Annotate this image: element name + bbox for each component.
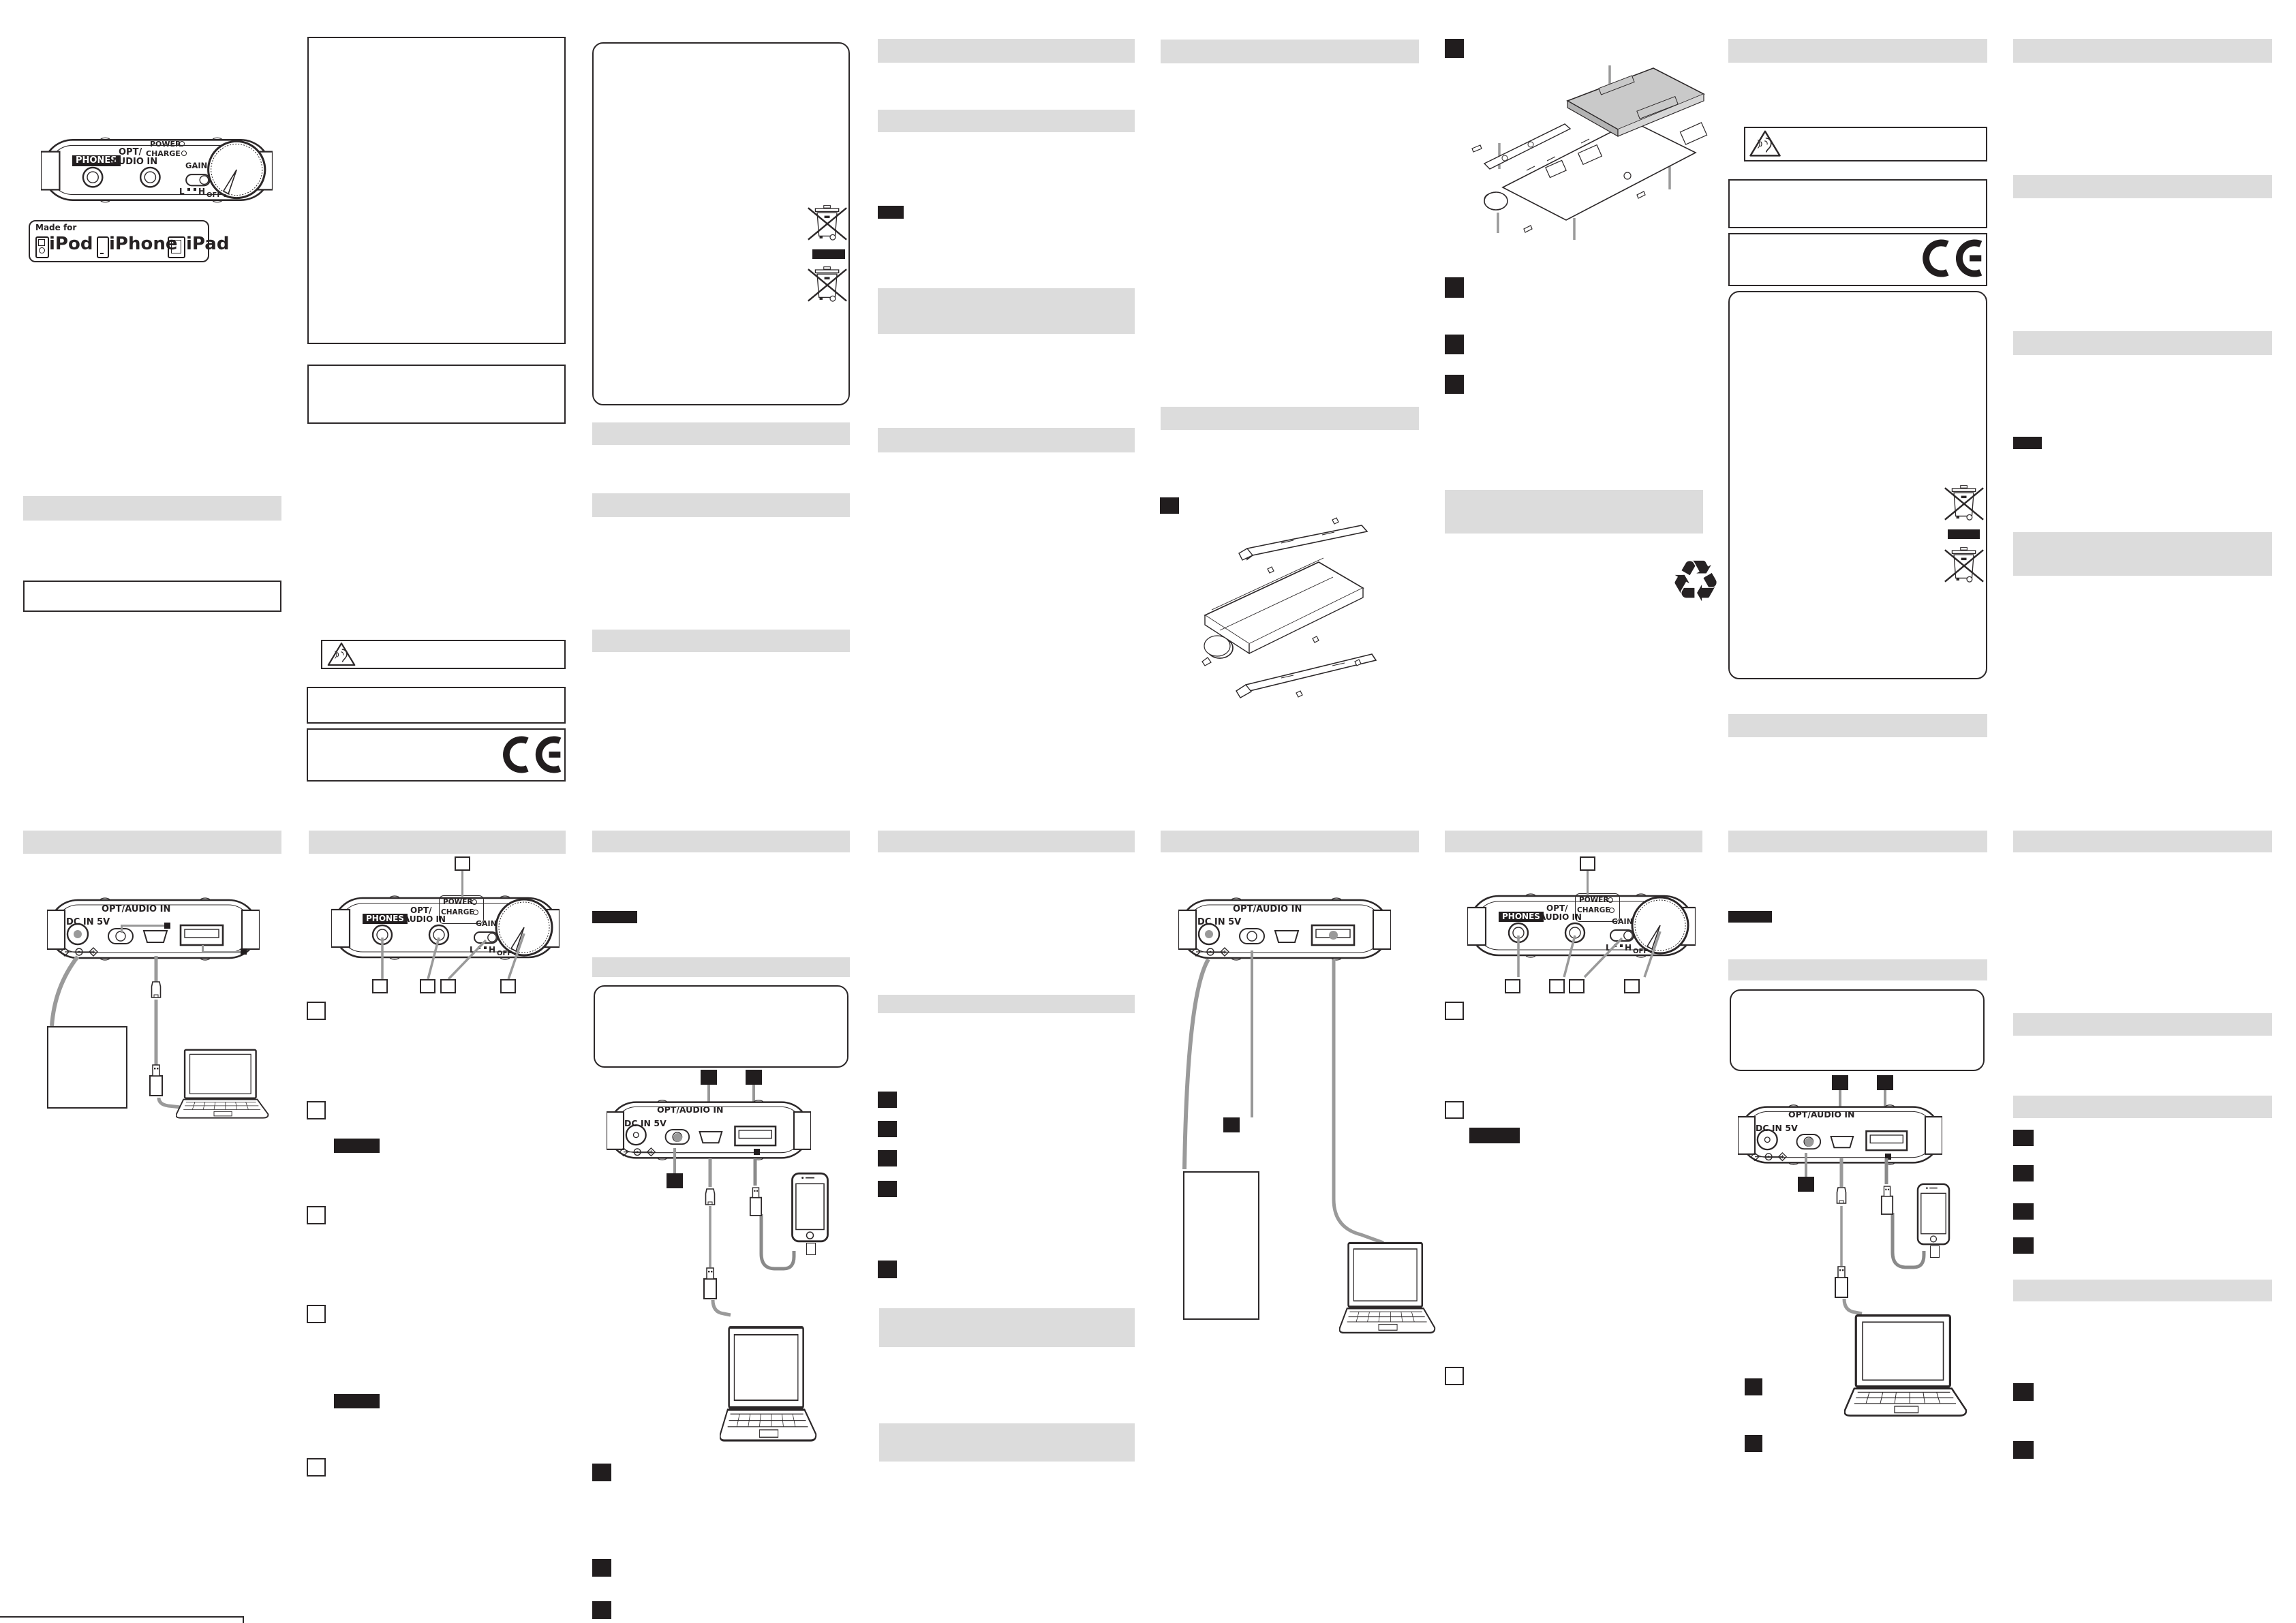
smartphone-illustration	[1916, 1183, 1950, 1246]
redacted-heading-bar	[1161, 407, 1419, 430]
callout-number-box	[1505, 979, 1520, 993]
redacted-heading-bar	[1728, 959, 1987, 980]
dc-plug-dot	[74, 930, 82, 938]
opt-label-line1: OPT/	[119, 147, 142, 157]
gain-high-label: H	[198, 187, 206, 196]
step-number-square	[1160, 497, 1179, 514]
recycle-icon: ♻	[1670, 548, 1721, 615]
callout-number-box	[440, 979, 456, 993]
list-marker-square	[307, 1206, 326, 1224]
redacted-heading-bar	[2013, 1280, 2272, 1301]
callout-number-box	[372, 979, 388, 993]
note-box	[1730, 989, 1985, 1071]
gain-label: GAIN	[1612, 917, 1633, 926]
made-for-badge	[29, 220, 230, 262]
redacted-heading-bar	[592, 831, 850, 852]
callout-marker	[241, 948, 247, 955]
gain-high-label: H	[1625, 943, 1632, 953]
step-number-square	[592, 1601, 611, 1619]
opt-audio-in-label: OPT/AUDIO IN	[102, 904, 171, 914]
redacted-heading-bar	[592, 493, 850, 517]
step-number-square	[592, 1464, 611, 1481]
step-number-square	[592, 1559, 611, 1577]
gain-tick	[194, 188, 196, 191]
power-led	[472, 899, 477, 905]
laptop-illustration	[1844, 1314, 1970, 1424]
redacted-heading-bar	[879, 1423, 1135, 1462]
weee-bin-icon	[1944, 484, 1984, 523]
callout-marker	[164, 923, 170, 929]
ipod-label: iPod	[49, 234, 93, 254]
redacted-text-bar	[1469, 1128, 1520, 1143]
redacted-heading-bar	[2013, 331, 2272, 355]
callout-number-box	[1569, 979, 1585, 993]
exploded-view-illustration	[1465, 61, 1751, 245]
redacted-heading-bar	[2013, 831, 2272, 852]
callout-number-box-filled	[1832, 1075, 1848, 1090]
power-led	[179, 141, 185, 146]
hearing-warning-box	[321, 640, 566, 669]
notice-box	[23, 581, 281, 612]
laptop-illustration	[720, 1325, 819, 1450]
step-number-square	[1445, 277, 1464, 298]
dc-in-label: DC IN 5V	[1197, 917, 1242, 927]
opt-label-line2: AUDIO IN	[112, 157, 158, 167]
notice-box	[307, 687, 566, 724]
redacted-heading-bar	[878, 39, 1135, 63]
ce-mark-icon	[1919, 239, 1983, 277]
callout-number-box-filled	[701, 1070, 717, 1085]
step-number-square	[1445, 335, 1464, 354]
redacted-text-bar	[812, 249, 845, 259]
charge-led	[181, 151, 187, 156]
callout-number-box	[1549, 979, 1565, 993]
hearing-warning-icon	[326, 642, 356, 667]
callout-number-box-filled	[1877, 1075, 1893, 1090]
laptop-illustration	[176, 1048, 271, 1124]
redacted-text-bar	[592, 911, 637, 923]
made-for-label: Made for	[35, 223, 77, 232]
charge-led	[473, 910, 478, 915]
redacted-text-bar	[334, 1139, 380, 1153]
redacted-heading-bar	[2013, 175, 2272, 198]
dc-in-label: DC IN 5V	[1756, 1123, 1798, 1133]
step-number-square	[2013, 1441, 2034, 1459]
redacted-heading-bar	[1728, 39, 1987, 63]
redacted-heading-bar	[2013, 39, 2272, 63]
callout-number-box-filled	[746, 1070, 762, 1085]
micro-usb-plug-icon	[151, 981, 162, 999]
opt-label-line1: OPT/	[1546, 903, 1568, 913]
disassembly-illustration	[1179, 514, 1394, 715]
redacted-heading-bar	[878, 831, 1135, 852]
list-marker-square	[307, 1002, 326, 1020]
charge-label: CHARGE	[441, 908, 474, 916]
power-label: POWER	[1579, 896, 1609, 904]
note-box	[594, 985, 848, 1068]
ipad-label: iPad	[186, 234, 230, 254]
step-number-square	[2013, 1165, 2034, 1181]
redacted-heading-bar	[309, 831, 566, 854]
opt-label-line1: OPT/	[410, 906, 432, 915]
power-label: POWER	[443, 898, 473, 906]
step-number-square	[878, 1261, 897, 1278]
fold-mark-line	[0, 1616, 244, 1618]
step-number-square	[878, 1150, 897, 1166]
micro-usb-plug-icon	[1836, 1187, 1847, 1205]
redacted-heading-bar	[592, 957, 850, 977]
hearing-warning-icon	[1749, 129, 1781, 158]
callout-line	[461, 871, 463, 897]
callout-line	[121, 926, 123, 933]
weee-bin-icon	[808, 266, 847, 304]
callout-number-box	[1580, 856, 1595, 871]
gain-high-label: H	[489, 945, 496, 955]
redacted-text-bar	[334, 1394, 380, 1408]
dc-plug-dot	[1205, 930, 1213, 938]
redacted-heading-bar	[1728, 831, 1987, 852]
opt-audio-in-label: OPT/AUDIO IN	[657, 1104, 724, 1115]
redacted-heading-bar	[592, 422, 850, 445]
step-number-square	[1445, 375, 1464, 394]
redacted-heading-bar	[2013, 1013, 2272, 1036]
micro-usb-plug-icon	[705, 1188, 716, 1206]
phones-label: PHONES	[1499, 912, 1544, 922]
redacted-heading-bar	[878, 428, 1135, 452]
redacted-heading-bar	[2013, 532, 2272, 576]
gain-low-label: L	[179, 187, 185, 196]
callout-lines	[1467, 931, 1696, 979]
gain-label: GAIN	[476, 919, 497, 928]
gain-label: GAIN	[185, 161, 208, 170]
callout-number-box	[420, 979, 435, 993]
step-number-square	[1445, 39, 1464, 58]
callout-line	[202, 951, 243, 953]
iphone-icon	[97, 236, 109, 258]
usb-a-plug-icon	[749, 1187, 763, 1217]
redacted-heading-bar	[878, 288, 1135, 334]
ipad-icon	[168, 236, 185, 258]
redacted-text-bar	[1728, 911, 1772, 923]
opt-audio-in-label: OPT/AUDIO IN	[1788, 1109, 1855, 1119]
laptop-illustration	[1339, 1241, 1438, 1340]
callout-line	[1587, 871, 1589, 895]
step-number-square	[2013, 1237, 2034, 1254]
phones-label: PHONES	[72, 155, 121, 166]
charge-led	[1609, 908, 1614, 913]
redacted-text-bar	[1948, 529, 1980, 539]
opt-label-line2: AUDIO IN	[1540, 912, 1582, 922]
gain-low-label: L	[1606, 943, 1611, 953]
redacted-heading-bar	[1161, 831, 1419, 852]
callout-lines	[331, 933, 560, 981]
list-marker-square	[1445, 1367, 1464, 1385]
redacted-heading-bar	[879, 1308, 1135, 1347]
charge-label: CHARGE	[1577, 906, 1610, 914]
redacted-heading-bar	[1445, 831, 1702, 852]
callout-number-box	[1624, 979, 1640, 993]
usb-plug-dot	[1329, 931, 1338, 940]
step-number-square	[2013, 1203, 2034, 1220]
smartphone-illustration	[791, 1172, 829, 1243]
power-label: POWER	[150, 140, 181, 149]
list-marker-square	[1445, 1101, 1464, 1119]
step-number-square	[1745, 1378, 1762, 1395]
off-dot	[224, 194, 226, 197]
list-marker-square	[307, 1101, 326, 1119]
opt-label-line2: AUDIO IN	[403, 914, 446, 924]
lightning-plug-icon	[1930, 1246, 1940, 1258]
notice-box	[307, 365, 566, 424]
phones-label: PHONES	[363, 914, 408, 924]
power-adapter-illustration	[1183, 1171, 1259, 1320]
off-label: OFF	[497, 950, 512, 957]
ipod-icon	[35, 236, 49, 258]
opt-audio-in-label: OPT/AUDIO IN	[1233, 904, 1302, 914]
gain-tick	[187, 188, 190, 191]
redacted-text-bar	[878, 206, 904, 219]
iphone-label: iPhone	[109, 234, 178, 254]
callout-line	[121, 925, 166, 927]
redacted-heading-bar	[1728, 714, 1987, 737]
lightning-plug-icon	[806, 1243, 816, 1255]
redacted-heading-bar	[23, 496, 281, 521]
list-marker-square	[307, 1305, 326, 1323]
gain-low-label: L	[470, 945, 475, 955]
weee-bin-icon	[808, 204, 847, 243]
charge-label: CHARGE	[146, 149, 181, 158]
weee-bin-icon	[1944, 546, 1984, 585]
front-panel-illustration	[41, 133, 273, 209]
step-number-square	[878, 1181, 897, 1197]
off-label: OFF	[1633, 948, 1649, 955]
redacted-text-bar	[2013, 437, 2042, 449]
notice-box	[1728, 179, 1987, 228]
power-adapter-illustration	[47, 1026, 127, 1109]
redacted-heading-bar	[878, 995, 1135, 1013]
step-number-square	[878, 1092, 897, 1108]
callout-number-box	[455, 856, 470, 871]
notice-box	[307, 37, 566, 344]
step-number-square	[2013, 1383, 2034, 1401]
redacted-heading-bar	[1445, 490, 1703, 534]
power-led	[1608, 897, 1613, 903]
redacted-heading-bar	[2013, 1096, 2272, 1118]
ce-mark-icon	[500, 736, 562, 773]
redacted-heading-bar	[878, 110, 1135, 132]
usb-a-plug-icon	[1834, 1266, 1849, 1299]
dc-in-label: DC IN 5V	[66, 917, 110, 927]
optical-plug-dot	[673, 1133, 682, 1142]
step-number-square	[878, 1121, 897, 1137]
step-number-square	[1745, 1435, 1762, 1452]
off-label: OFF	[206, 191, 222, 199]
step-number-square	[2013, 1130, 2034, 1146]
redacted-heading-bar	[592, 630, 850, 652]
callout-number-box	[500, 979, 516, 993]
list-marker-square	[1445, 1002, 1464, 1020]
list-marker-square	[307, 1458, 326, 1477]
fold-mark-line	[243, 1616, 244, 1623]
usb-a-plug-icon	[149, 1064, 164, 1097]
redacted-heading-bar	[1161, 40, 1419, 63]
redacted-heading-bar	[23, 831, 281, 854]
optical-plug-dot	[1805, 1138, 1813, 1147]
usb-a-plug-icon	[1880, 1186, 1894, 1216]
usb-a-plug-icon	[703, 1267, 718, 1300]
dc-in-label: DC IN 5V	[624, 1118, 667, 1128]
